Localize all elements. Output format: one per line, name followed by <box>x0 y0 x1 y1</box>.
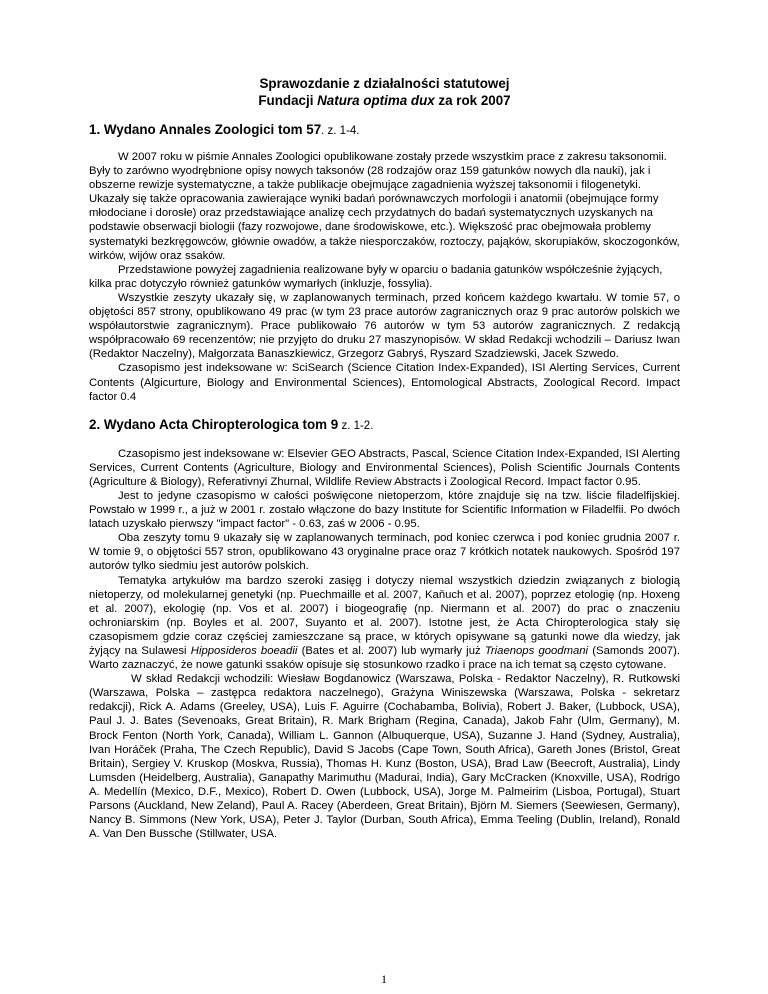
section-2-paragraph <box>89 574 680 673</box>
section-1-paragraph: Przedstawione powyżej zagadnienia realizowane były w oparciu o badania gatunków współcześnie żyjących, kilka prac dotyczyło również gatunków wymarłych (inkluzje, fossylia). <box>89 263 663 290</box>
paragraph-text: (Samonds 2007). Warto zaznaczyć, że nowe gatunki ssaków opisuje się stosunkowo rzadko i prace na ich temat są często cytowane. <box>89 645 680 672</box>
section-2-paragraph: W skład Redakcji wchodzili: Wiesław Bogdanowicz (Warszawa, Polska - Redaktor Naczelny), R. Rutkowski (Warszawa, Polska – zastępca redaktora naczelnego), Grażyna Winiszewska (Warszawa, Polska - sekretarz redakcji), Rick A. Adams (Greeley, USA), Luis F. Aguirre (Cochabamba, Bolivia), Robert J. Baker, (Lubbock, USA), Paul J. J. Bates (Sevenoaks, Great Britain), R. Mark Brigham (Regina, Canada), Jakob Fahr (Ulm, Germany), M. Brock Fenton (North York, Canada), William L. Gannon (Albuquerque, USA), Suzanne J. Hand (Sydney, Australia), Ivan Horáček (Praha, The Czech Republic), David S Jacobs (Cape Town, South Africa), Gareth Jones (Bristol, Great Britain), Sergiey V. Kruskop (Moskva, Russia), Thomas H. Kunz (Boston, USA), Brad Law (Beecroft, Australia), Lindy Lumsden (Heidelberg, Australia), Ganapathy Marimuthu (Madurai, India), Gary McCracken (Knoxville, USA), Rodrigo A. Medellín (Mexico, D.F., Mexico), Robert D. Owen (Lubbock, USA), Jorge M. Palmeirim (Lisboa, Portugal), Stuart Parsons (Auckland, New Zeland), Paul A. Racey (Aberdeen, Great Britain), Björn M. Siemers (Seewiesen, Germany), Nancy B. Simmons (New York, USA), Peter J. Taylor (Durban, South Africa), Emma Teeling (Dublin, Ireland), Ronald A. Van Den Bussche (Stillwater, USA. <box>89 673 680 841</box>
species-name: Hipposideros boeadii <box>190 645 298 657</box>
section-2-paragraph: Oba zeszyty tomu 9 ukazały się w zaplanowanych terminach, pod koniec czerwca i pod koniec grudnia 2007 r. W tomie 9, o objętości 557 stron, opublikowano 43 oryginalne prace oraz 7 krótkich notatek naukowych. Spośród 197 autorów tylko siedmiu jest autorów polskich. <box>89 532 680 573</box>
species-name: Triaenops goodmani <box>484 645 589 657</box>
section-1-heading <box>89 121 680 140</box>
section-2-paragraph: Jest to jedyne czasopismo w całości poświęcone nietoperzom, które znajduje się na tzw. liście filadelfijskiej. Powstało w 1999 r., a już w 2001 r. zostało włączone do bazy Institute for Scientific Information w Filadelfii. Po dwóch latach uzyskało pierwszy "impact factor" - 0.63, zaś w 2006 - 0.95. <box>89 489 680 531</box>
page-number: 1 <box>381 972 387 986</box>
section-acta-chiropterologica <box>89 416 680 842</box>
section-1-paragraph: Wszystkie zeszyty ukazały się, w zaplanowanych terminach, przed końcem każdego kwartału. W tomie 57, o objętości 857 strony, opublikowano 49 prac (w tym 23 prace autorów zagranicznych oraz 9 prac autorów polskich we współautorstwie zagranicznym). Prace publikowało 76 autorów w tym 53 autorów zagranicznych. Z redakcją współpracowało 69 recenzentów; nie przyjęto do druku 27 maszynopisów. W skład Redakcji wchodzili – Dariusz Iwan (Redaktor Naczelny), Małgorzata Banaszkiewicz, Grzegorz Gabryś, Ryszard Szadziewski, Jacek Szwedo. <box>89 291 680 361</box>
title-prefix: Fundacji <box>258 93 318 108</box>
paragraph-text: Tematyka artykułów ma bardzo szeroki zasięg i dotyczy niemal wszystkich dziedzin związanych z biologią nietoperzy, od molekularnej genetyki (np. Puechmaille et al. 2007, Kaňuch et al. 2007), poprzez etologię (np. Hoxeng et al. 2007), ekologię (np. Vos et al. 2007) i biogeografię (np. Niermann et al. 2007) do prac o znaczeniu ochroniarskim (np. Boyles et al. 2007, Suyanto et al. 2007). Istotne jest, że Acta Chiropterologica stały się czasopismem gdzie coraz częściej zamieszczane są prace, w których opisywane są gatunki nowe dla wiedzy, jak żyjący na Sulawesi <box>89 574 680 657</box>
document-title <box>89 75 680 109</box>
title-line-1: Sprawozdanie z działalności statutowej <box>259 76 510 91</box>
section-1-paragraph: Czasopismo jest indeksowane w: SciSearch (Science Citation Index-Expanded), ISI Alerting Services, Current Contents (Algicurture, Biology and Environmental Sciences), Entomological Abstracts, Zoological Record. Impact factor 0.4 <box>89 362 680 403</box>
section-2-heading <box>89 416 680 435</box>
paragraph-text: (Bates et al. 2007) lub wymarły już <box>297 645 485 657</box>
title-foundation-name: Natura optima dux <box>317 93 435 108</box>
section-1-paragraph: W 2007 roku w piśmie Annales Zoologici opublikowane zostały przede wszystkim prace z zakresu taksonomii. Były to zarówno wyodrębnione opisy nowych taksonów (28 rodzajów oraz 159 gatunków nowych dla nauki), jak i obszerne rewizje systematyczne, a także publikacje obejmujące zagadnienia wyższej taksonomii i filogenetyki. Ukazały się także opracowania zawierające wyniki badań porównawczych morfologii i anatomii (obejmujące formy młodociane i dorosłe) oraz przedstawiające analizę cech przydatnych do badań systematycznych uzyskanych na podstawie obserwacji biologii (fazy rozwojowe, dane środowiskowe, etc.). Większość prac obejmowała problemy systematyki bezkręgowców, głównie owadów, a także niesporczaków, roztoczy, pająków, skorupiaków, skoczogonków, wirków, wijów oraz ssaków. <box>89 151 680 262</box>
section-2-heading-rest: z. 1-2. <box>338 419 374 432</box>
section-2-heading-bold: 2. Wydano Acta Chiropterologica tom 9 <box>89 416 339 432</box>
section-2-paragraph: Czasopismo jest indeksowane w: Elsevier GEO Abstracts, Pascal, Science Citation Index-Expanded, ISI Alerting Services, Current Contents (Agriculture, Biology and Environmental Sciences), Polish Scientific Journals Contents (Agriculture & Biology), Referativnyi Zhurnal, Wildlife Review Abstracts i Zoological Record. Impact factor 0.95. <box>89 447 680 488</box>
section-annales-zoologici <box>89 121 680 404</box>
title-line-2 <box>89 92 680 109</box>
title-suffix: za rok 2007 <box>434 93 511 108</box>
section-1-heading-bold: 1. Wydano Annales Zoologici tom 57 <box>89 122 322 137</box>
section-1-heading-rest: . z. 1-4. <box>321 125 360 137</box>
